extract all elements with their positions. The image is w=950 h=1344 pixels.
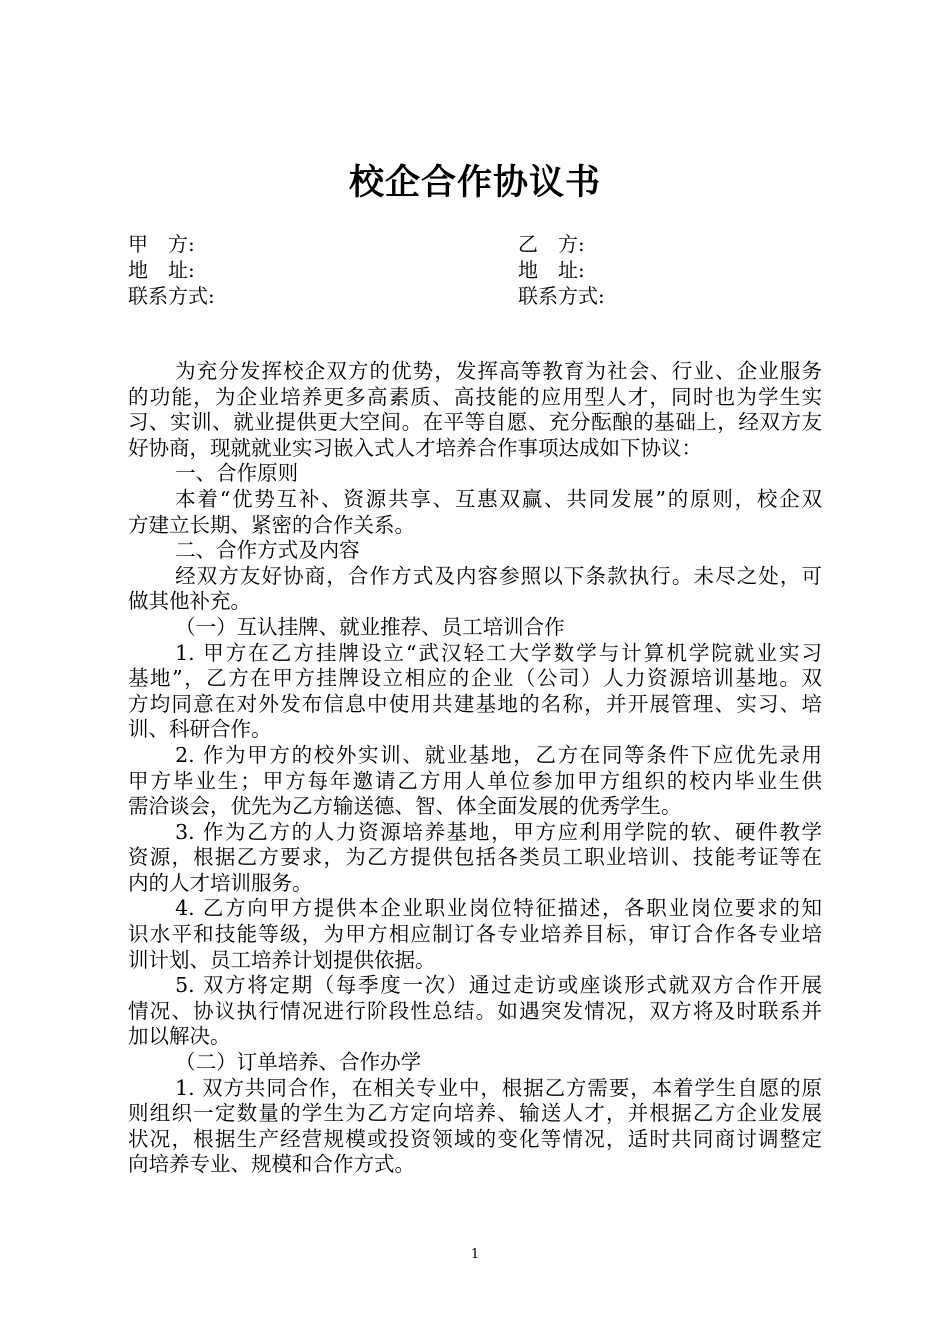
party-name-row	[128, 231, 822, 257]
clause-line: 内的人才培训服务。	[128, 870, 313, 895]
clause-line: 资源，根据乙方要求，为乙方提供包括各类员工职业培训、技能考证等在	[128, 845, 822, 870]
section-heading: 二、合作方式及内容	[175, 538, 360, 563]
section-heading: 一、合作原则	[175, 461, 299, 486]
clause-line: 1. 双方共同合作，在相关专业中，根据乙方需要，本着学生自愿的原	[175, 1075, 822, 1100]
body-line: 方建立长期、紧密的合作关系。	[128, 512, 415, 537]
party-contact-row	[128, 283, 822, 309]
clause-line: 2. 作为甲方的校外实训、就业基地，乙方在同等条件下应优先录用	[175, 742, 822, 767]
body-line: 做其他补充。	[128, 589, 251, 614]
agreement-body	[128, 359, 822, 1178]
clause-line: 甲方毕业生；甲方每年邀请乙方用人单位参加甲方组织的校内毕业生供	[128, 768, 822, 793]
party-a-address-label: 地 址:	[128, 258, 195, 282]
page-title: 校企合作协议书	[348, 162, 601, 203]
clause-line: 则组织一定数量的学生为乙方定向培养、输送人才，并根据乙方企业发展	[128, 1101, 822, 1126]
clause-line: 训计划、员工培养计划提供依据。	[128, 947, 436, 972]
preamble-line: 为充分发挥校企双方的优势，发挥高等教育为社会、行业、企业服务	[175, 359, 822, 383]
party-address-row	[128, 257, 822, 283]
parties-block	[128, 231, 822, 309]
body-line: 经双方友好协商，合作方式及内容参照以下条款执行。未尽之处，可	[175, 563, 822, 588]
clause-line: 5. 双方将定期（每季度一次）通过走访或座谈形式就双方合作开展	[175, 973, 822, 998]
subsection-heading: （二）订单培养、合作办学	[175, 1050, 422, 1075]
party-b-address-label: 地 址:	[518, 258, 585, 282]
preamble-line: 的功能，为企业培养更多高素质、高技能的应用型人才，同时也为学生实	[128, 384, 822, 409]
clause-line: 4. 乙方向甲方提供本企业职业岗位特征描述，各职业岗位要求的知	[175, 896, 822, 921]
preamble-line: 好协商，现就就业实习嵌入式人才培养合作事项达成如下协议：	[128, 435, 702, 460]
clause-line: 1. 甲方在乙方挂牌设立“武汉轻工大学数学与计算机学院就业实习	[175, 640, 822, 665]
party-b-contact-label: 联系方式:	[518, 284, 605, 308]
subsection-heading: （一）互认挂牌、就业推荐、员工培训合作	[175, 614, 565, 639]
party-a-name-label: 甲 方:	[128, 232, 195, 256]
party-b-name-label: 乙 方:	[518, 232, 585, 256]
party-a-contact-label: 联系方式:	[128, 284, 215, 308]
clause-line: 基地”，乙方在甲方挂牌设立相应的企业（公司）人力资源培训基地。双	[128, 666, 822, 691]
clause-line: 加以解决。	[128, 1024, 231, 1049]
clause-line: 向培养专业、规模和合作方式。	[128, 1152, 415, 1177]
clause-line: 训、科研合作。	[128, 717, 272, 742]
clause-line: 情况、协议执行情况进行阶段性总结。如遇突发情况，双方将及时联系并	[128, 998, 822, 1023]
preamble-line: 习、实训、就业提供更大空间。在平等自愿、充分酝酿的基础上，经双方友	[128, 410, 822, 435]
body-line: 本着“优势互补、资源共享、互惠双赢、共同发展”的原则，校企双	[175, 486, 822, 511]
clause-line: 3. 作为乙方的人力资源培养基地，甲方应利用学院的软、硬件教学	[175, 819, 822, 844]
page-number: 1	[470, 1247, 480, 1262]
clause-line: 识水平和技能等级，为甲方相应制订各专业培养目标，审订合作各专业培	[128, 922, 822, 947]
clause-line: 需洽谈会，优先为乙方输送德、智、体全面发展的优秀学生。	[128, 794, 682, 819]
clause-line: 方均同意在对外发布信息中使用共建基地的名称，并开展管理、实习、培	[128, 691, 822, 716]
clause-line: 状况，根据生产经营规模或投资领域的变化等情况，适时共同商讨调整定	[128, 1126, 822, 1151]
